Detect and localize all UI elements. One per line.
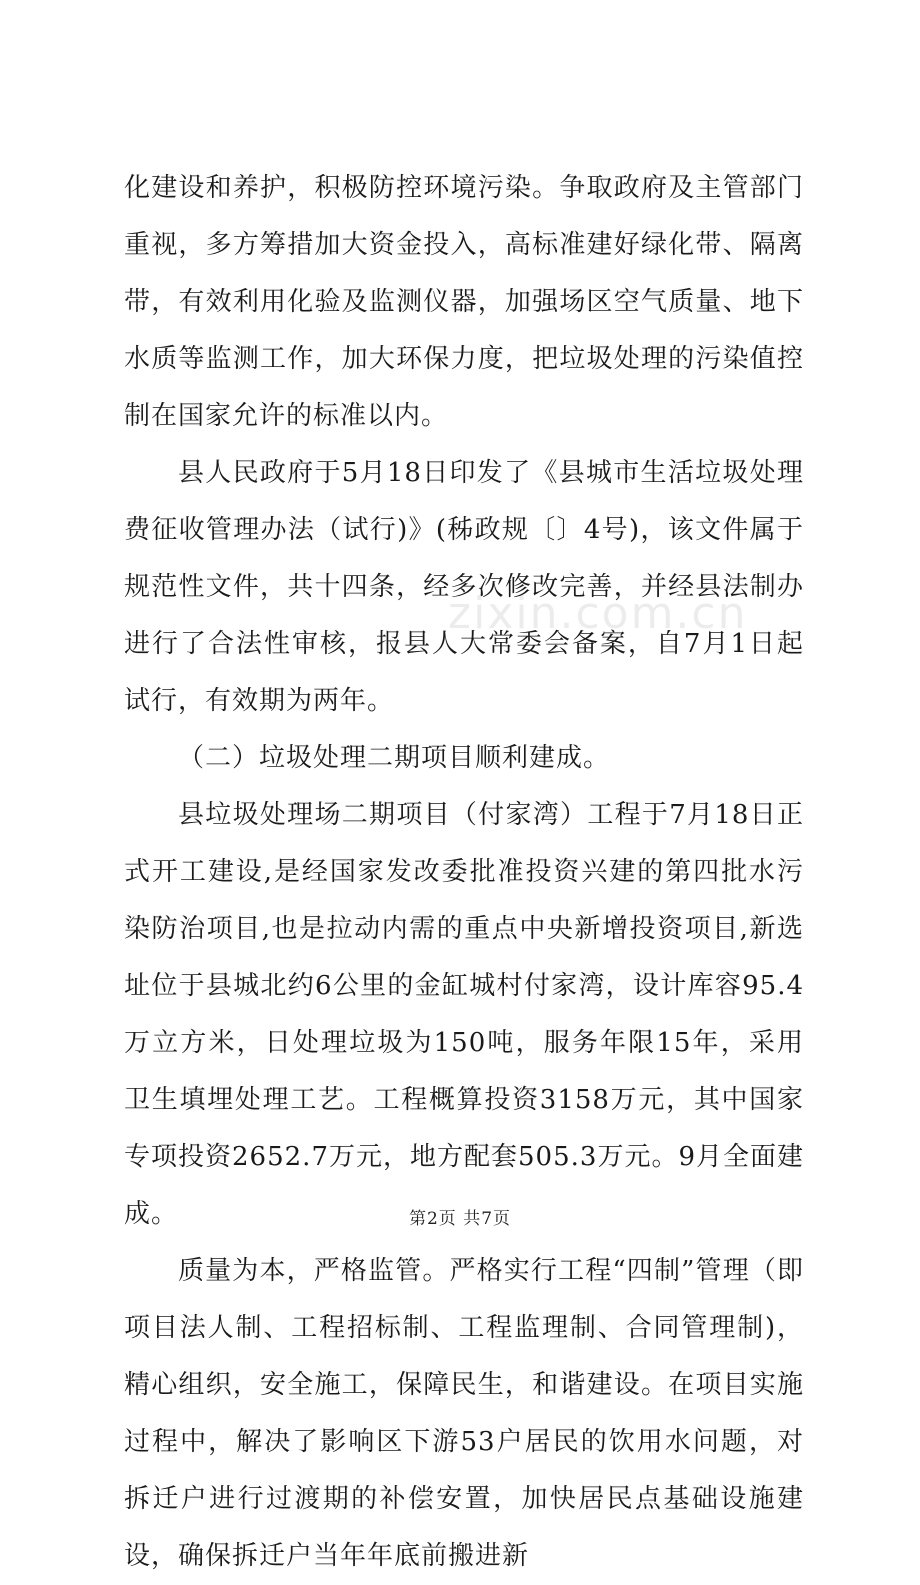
paragraph-project-overview: 县垃圾处理场二期项目（付家湾）工程于7月18日正式开工建设,是经国家发改委批准投资兴建的第四批水污染防治项目,也是拉动内需的重点中央新增投资项目,新选址位于县城北约6公里的金缸城村付家湾，设计库容95.4万立方米，日处理垃圾为150吨，服务年限15年，采用卫生填埋处理工艺。工程概算投资3158万元，其中国家专项投资2652.7万元，地方配套505.3万元。9月全面建成。: [124, 800, 804, 1229]
page-footer: 第2页 共7页: [408, 1209, 512, 1229]
section-heading: （二）垃圾处理二期项目顺利建成。: [178, 743, 611, 773]
paragraph-regulation-notice: 县人民政府于5月18日印发了《县城市生活垃圾处理费征收管理办法（试行)》(秭政规〔〕4号)，该文件属于规范性文件，共十四条，经多次修改完善，并经县法制办进行了合法性审核，报县人大常委会备案，自7月1日起试行，有效期为两年。: [124, 458, 804, 716]
paragraph-quality-supervision: 质量为本，严格监管。严格实行工程“四制”管理（即项目法人制、工程招标制、工程监理制、合同管理制)，精心组织，安全施工，保障民生，和谐建设。在项目实施过程中，解决了影响区下游53户居民的饮用水问题，对拆迁户进行过渡期的补偿安置，加快居民点基础设施建设，确保拆迁户当年年底前搬进新: [124, 1256, 804, 1571]
paragraph-continuation: 化建设和养护，积极防控环境污染。争取政府及主管部门重视，多方筹措加大资金投入，高标准建好绿化带、隔离带，有效利用化验及监测仪器，加强场区空气质量、地下水质等监测工作，加大环保力度，把垃圾处理的污染值控制在国家允许的标准以内。: [124, 173, 804, 431]
document-body: [124, 160, 804, 1585]
watermark: zixin.com.cn: [448, 588, 748, 639]
